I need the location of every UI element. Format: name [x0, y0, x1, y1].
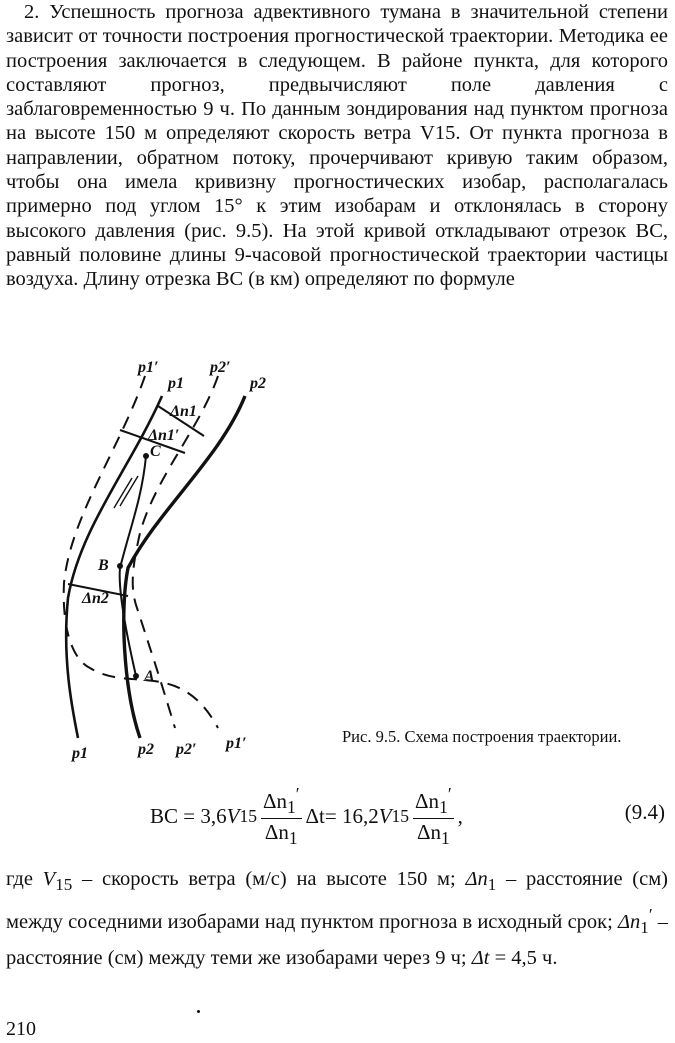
isobar-p1-prime — [64, 376, 218, 728]
formula-9-4: BC = 3,6 V 15 $\frac{\Delta n_1'}{\Delta n_1}$ Δt = 16,2 V 15 $\frac{\Delta n_1'}{\Delta n_1}$ , — [150, 783, 463, 849]
label-dn1: Δn1 — [170, 403, 197, 420]
formula-lhs: BC = 3,6 — [150, 803, 227, 828]
trajectory-diagram — [40, 358, 340, 768]
formula-v15: V — [226, 803, 240, 828]
paragraph-legend: где $V_{15}$ – скорость ветра (м/с) на высоте 150 м; $\Delta n_1$ – расстояние (см) между соседними изобарами над пунктом прогноза в исходный срок; $\Delta n_1'$ – расстояние (см) между теми же изобарами через 9 ч; Δt = 4,5 ч. — [6, 868, 668, 970]
figure-9-5-trajectory-scheme — [40, 358, 340, 768]
paragraph-trajectory-method — [6, 0, 668, 292]
label-p2-prime-top: p2′ — [210, 359, 231, 376]
formula-dt: Δt — [305, 803, 325, 828]
formula-fraction-1: $\frac{\Delta n_1'}{\Delta n_1}$ — [262, 783, 300, 849]
label-p1-top: p1 — [168, 375, 184, 392]
label-p1-prime-top: p1′ — [138, 359, 159, 376]
label-p2-bottom: p2 — [138, 741, 154, 758]
label-p2-prime-bottom: p2′ — [176, 741, 197, 758]
label-dn1-prime: Δn1′ — [148, 427, 180, 444]
equation-number: (9.4) — [624, 800, 665, 824]
formula-mid: = 16,2 — [324, 803, 379, 828]
paragraph-number: 2. — [24, 1, 40, 23]
formula-v15-sub: 15 — [239, 805, 257, 826]
paragraph-text: Успешность прогноза адвективного тумана в значительной степени зависит от точности построения прогностической траектории. Методика ее построения заключается в следующем. В районе пункта, для которого составляют прогноз, предвычисляют поле давления с заблаговременностью 9 ч. По данным зондирования над пунктом прогноза на высоте 150 м определяют скорость ветра V15. От пункта прогноза в направлении, обратном потоку, прочерчивают кривую таким образом, чтобы она имела кривизну прогностических изобар, располагалась примерно под углом 15° к этим изобарам и отклонялась в сторону высокого давления (рис. 9.5). На этой кривой откладывают отрезок BC, равный половине длины 9-часовой прогностической траектории частицы воздуха. Длину отрезка BC (в км) определяют по формуле — [6, 1, 669, 291]
label-point-a: A — [144, 668, 155, 685]
label-point-b: B — [98, 557, 109, 574]
page-number: 210 — [6, 1018, 36, 1040]
formula-fraction-2: $\frac{\Delta n_1'}{\Delta n_1}$ — [415, 783, 452, 849]
stray-dot — [197, 1010, 200, 1013]
isobar-p2 — [124, 396, 245, 738]
label-point-c: C — [150, 443, 161, 460]
label-dn2: Δn2 — [82, 590, 109, 607]
label-p1-bottom: p1 — [72, 745, 88, 762]
figure-caption: Рис. 9.5. Схема построения траектории. — [342, 727, 622, 746]
label-p2-top: p2 — [250, 375, 266, 392]
label-p1-prime-bottom: p1′ — [226, 735, 247, 752]
